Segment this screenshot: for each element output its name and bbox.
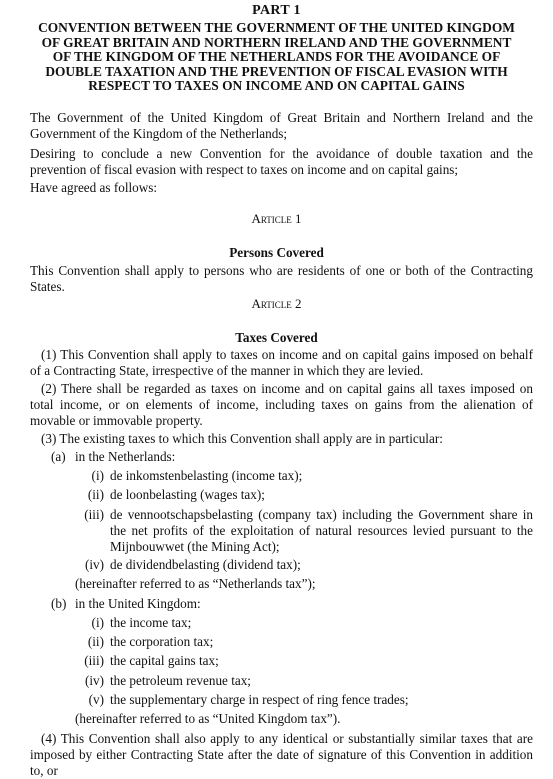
uk-item-number: (ii) xyxy=(87,634,104,649)
nl-item-number: (iv) xyxy=(84,557,104,572)
uk-item-number: (v) xyxy=(88,692,104,707)
article-2-para-1: (1) This Convention shall apply to taxes on income and on capital gains imposed on behalf of a Contracting State, irrespective of the manner in which they are levied. xyxy=(30,347,533,378)
article-2-para-4: (4) This Convention shall also apply to any identical or substantially similar taxes that are imposed by either Contracting State after the date of signature of this Convention in addition to, or xyxy=(30,731,533,778)
uk-item-number: (iii) xyxy=(84,653,104,668)
nl-item-number: (ii) xyxy=(87,487,104,502)
netherlands-referred-note: (hereinafter referred to as “Netherlands tax”); xyxy=(75,576,316,591)
part-title: PART 1 xyxy=(252,3,301,18)
netherlands-heading: in the Netherlands: xyxy=(75,449,176,464)
uk-item-text: the petroleum revenue tax; xyxy=(110,673,251,688)
convention-title-line: RESPECT TO TAXES ON INCOME AND ON CAPITAL GAINS xyxy=(88,78,465,94)
nl-item-number: (i) xyxy=(91,468,104,483)
uk-item-text: the capital gains tax; xyxy=(110,653,219,668)
uk-referred-note: (hereinafter referred to as “United Kingdom tax”). xyxy=(75,711,341,726)
nl-item-text: de dividendbelasting (dividend tax); xyxy=(110,557,301,572)
uk-item-number: (iv) xyxy=(84,673,104,688)
uk-heading: in the United Kingdom: xyxy=(75,596,201,611)
uk-item-text: the supplementary charge in respect of ring fence trades; xyxy=(110,692,409,707)
article-2-para-2: (2) There shall be regarded as taxes on income and on capital gains all taxes imposed on total income, or on elements of income, including taxes on gains from the alienation of movable or immovable property. xyxy=(30,381,533,428)
nl-item-text: de inkomstenbelasting (income tax); xyxy=(110,468,303,483)
nl-item-text: de loonbelasting (wages tax); xyxy=(110,487,265,502)
preamble-governments: The Government of the United Kingdom of Great Britain and Northern Ireland and the Government of the Kingdom of the Netherlands; xyxy=(30,110,533,141)
article-2-heading: Taxes Covered xyxy=(235,330,318,345)
article-2-label: Article 2 xyxy=(251,296,302,311)
convention-title-line: OF THE KINGDOM OF THE NETHERLANDS FOR THE AVOIDANCE OF xyxy=(52,49,501,65)
netherlands-label: (a) xyxy=(51,449,66,464)
uk-label: (b) xyxy=(51,596,67,611)
uk-item-number: (i) xyxy=(91,615,104,630)
uk-item-text: the corporation tax; xyxy=(110,634,214,649)
convention-title-line: OF GREAT BRITAIN AND NORTHERN IRELAND AND THE GOVERNMENT xyxy=(41,34,512,50)
preamble-desiring: Desiring to conclude a new Convention for the avoidance of double taxation and the prevention of fiscal evasion with respect to taxes on income and on capital gains; xyxy=(30,146,533,177)
article-1-heading: Persons Covered xyxy=(229,245,324,260)
convention-title xyxy=(18,21,535,94)
uk-item-text: the income tax; xyxy=(110,615,192,630)
article-2-para-3: (3) The existing taxes to which this Convention shall apply are in particular: xyxy=(41,431,443,446)
article-1-label: Article 1 xyxy=(251,211,302,226)
convention-title-line: CONVENTION BETWEEN THE GOVERNMENT OF THE UNITED KINGDOM xyxy=(38,20,515,35)
preamble-agreed: Have agreed as follows: xyxy=(30,180,158,195)
convention-title-line: DOUBLE TAXATION AND THE PREVENTION OF FISCAL EVASION WITH xyxy=(45,63,508,79)
nl-item-text: de vennootschapsbelasting (company tax) including the Government share in the net profits of the exploitation of natural resources levied pursuant to the Mijnbouwwet (the Mining Act); xyxy=(110,507,533,554)
nl-item-number: (iii) xyxy=(84,507,104,522)
article-1-text: This Convention shall apply to persons who are residents of one or both of the Contracting States. xyxy=(30,263,533,294)
